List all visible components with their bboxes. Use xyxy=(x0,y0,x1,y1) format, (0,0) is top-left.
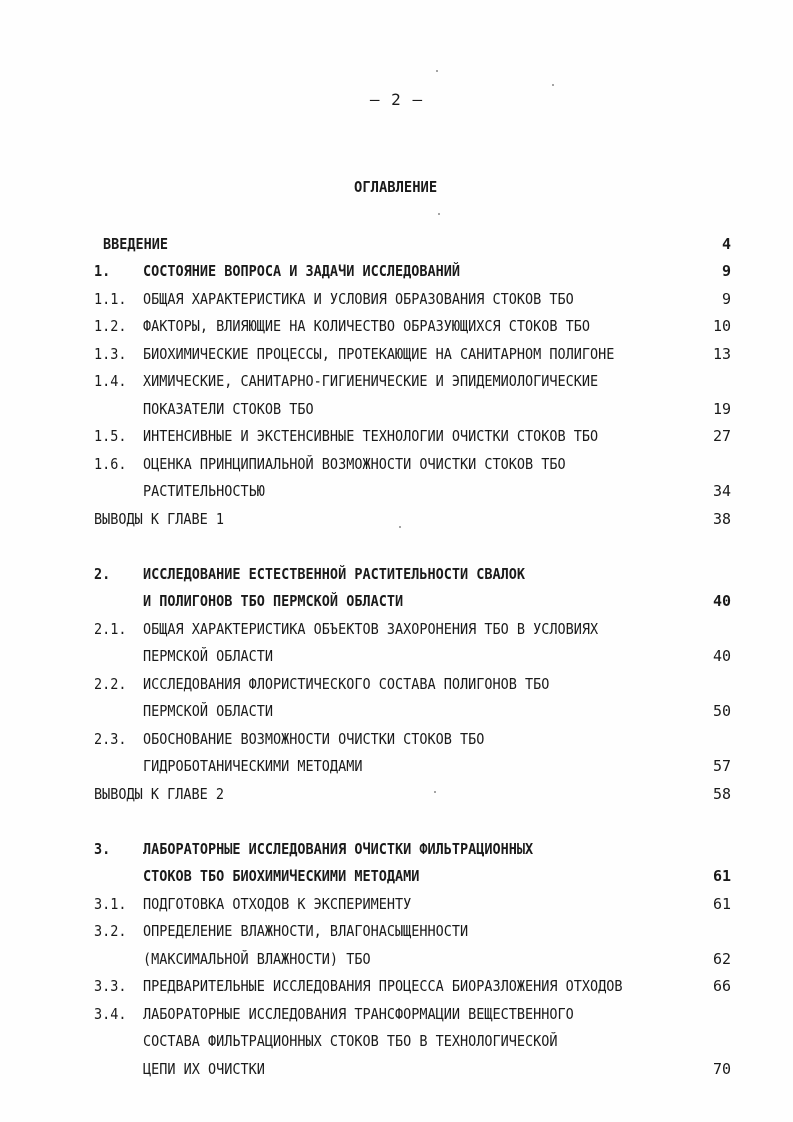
section-number: 3.2. xyxy=(94,922,127,940)
conclusion-title: ВЫВОДЫ К ГЛАВЕ 2 xyxy=(94,785,225,803)
toc-entry-page: 40 xyxy=(712,592,731,610)
section-title: (МАКСИМАЛЬНОЙ ВЛАЖНОСТИ) ТБО xyxy=(143,950,371,968)
toc-entry-page: 10 xyxy=(712,317,731,335)
toc-entry-continuation xyxy=(0,1030,793,1052)
toc-entry-page: 61 xyxy=(712,895,731,913)
toc-entry-page: 19 xyxy=(712,400,731,418)
toc-entry xyxy=(0,975,793,997)
toc-entry-page: 13 xyxy=(712,345,731,363)
chapter-title: ИССЛЕДОВАНИЕ ЕСТЕСТВЕННОЙ РАСТИТЕЛЬНОСТИ СВАЛОК xyxy=(143,565,526,583)
toc-entry xyxy=(0,425,793,447)
toc-entry-page: 4 xyxy=(721,235,731,253)
chapter-number: 2. xyxy=(94,565,111,583)
toc-entry-continuation xyxy=(0,645,793,667)
page-number: – 2 – xyxy=(369,90,424,109)
toc-entry-text: ВВЕДЕНИЕ xyxy=(103,235,169,253)
toc-entry-page: 62 xyxy=(712,950,731,968)
section-title: ХИМИЧЕСКИЕ, САНИТАРНО-ГИГИЕНИЧЕСКИЕ И ЭПИДЕМИОЛОГИЧЕСКИЕ xyxy=(143,372,599,390)
section-number: 2.3. xyxy=(94,730,127,748)
toc-entry-conclusion xyxy=(0,783,793,805)
section-number: 3.1. xyxy=(94,895,127,913)
toc-entry-continuation xyxy=(0,948,793,970)
section-title: ПОКАЗАТЕЛИ СТОКОВ ТБО xyxy=(143,400,314,418)
chapter-title: И ПОЛИГОНОВ ТБО ПЕРМСКОЙ ОБЛАСТИ xyxy=(143,592,404,610)
section-title: ЛАБОРАТОРНЫЕ ИССЛЕДОВАНИЯ ТРАНСФОРМАЦИИ ВЕЩЕСТВЕННОГО xyxy=(143,1005,574,1023)
toc-entry-page: 34 xyxy=(712,482,731,500)
section-title: ОПРЕДЕЛЕНИЕ ВЛАЖНОСТИ, ВЛАГОНАСЫЩЕННОСТИ xyxy=(143,922,469,940)
toc-entry xyxy=(0,370,793,392)
toc-entry-intro xyxy=(0,233,793,255)
section-number: 1.6. xyxy=(94,455,127,473)
chapter-number: 1. xyxy=(94,262,111,280)
toc-chapter-heading xyxy=(0,563,793,585)
chapter-number: 3. xyxy=(94,840,111,858)
toc-entry xyxy=(0,288,793,310)
toc-entry xyxy=(0,893,793,915)
section-number: 2.1. xyxy=(94,620,127,638)
scan-speck xyxy=(436,70,438,72)
section-title: ИНТЕНСИВНЫЕ И ЭКСТЕНСИВНЫЕ ТЕХНОЛОГИИ ОЧИСТКИ СТОКОВ ТБО xyxy=(143,427,599,445)
toc-entry xyxy=(0,343,793,365)
toc-entry-page: 50 xyxy=(712,702,731,720)
toc-entry-continuation xyxy=(0,398,793,420)
toc-chapter-heading-continuation xyxy=(0,590,793,612)
toc-entry-page: 61 xyxy=(712,867,731,885)
toc-entry-continuation xyxy=(0,755,793,777)
section-title: РАСТИТЕЛЬНОСТЬЮ xyxy=(143,482,265,500)
section-title: ЦЕПИ ИХ ОЧИСТКИ xyxy=(143,1060,265,1078)
toc-entry-page: 57 xyxy=(712,757,731,775)
toc-entry-page: 70 xyxy=(712,1060,731,1078)
scan-speck xyxy=(552,84,554,86)
section-number: 1.3. xyxy=(94,345,127,363)
toc-entry-page: 38 xyxy=(712,510,731,528)
section-title: ИССЛЕДОВАНИЯ ФЛОРИСТИЧЕСКОГО СОСТАВА ПОЛИГОНОВ ТБО xyxy=(143,675,550,693)
section-title: ГИДРОБОТАНИЧЕСКИМИ МЕТОДАМИ xyxy=(143,757,363,775)
toc-entry-page: 9 xyxy=(721,262,731,280)
scan-speck xyxy=(438,213,440,215)
toc-entry xyxy=(0,618,793,640)
toc-entry xyxy=(0,920,793,942)
section-number: 1.1. xyxy=(94,290,127,308)
toc-entry-conclusion xyxy=(0,508,793,530)
toc-entry xyxy=(0,1003,793,1025)
toc-entry-continuation xyxy=(0,700,793,722)
toc-entry-continuation xyxy=(0,480,793,502)
toc-entry-page: 58 xyxy=(712,785,731,803)
toc-entry-page: 9 xyxy=(721,290,731,308)
toc-entry-page: 40 xyxy=(712,647,731,665)
section-number: 1.4. xyxy=(94,372,127,390)
toc-entry xyxy=(0,728,793,750)
chapter-title: ЛАБОРАТОРНЫЕ ИССЛЕДОВАНИЯ ОЧИСТКИ ФИЛЬТРАЦИОННЫХ xyxy=(143,840,534,858)
section-title: ОБЩАЯ ХАРАКТЕРИСТИКА ОБЪЕКТОВ ЗАХОРОНЕНИЯ ТБО В УСЛОВИЯХ xyxy=(143,620,599,638)
toc-chapter-heading xyxy=(0,260,793,282)
section-number: 2.2. xyxy=(94,675,127,693)
section-title: ПОДГОТОВКА ОТХОДОВ К ЭКСПЕРИМЕНТУ xyxy=(143,895,412,913)
section-title: СОСТАВА ФИЛЬТРАЦИОННЫХ СТОКОВ ТБО В ТЕХНОЛОГИЧЕСКОЙ xyxy=(143,1032,558,1050)
section-number: 3.3. xyxy=(94,977,127,995)
section-title: ПЕРМСКОЙ ОБЛАСТИ xyxy=(143,647,274,665)
toc-entry-page: 27 xyxy=(712,427,731,445)
chapter-title: СТОКОВ ТБО БИОХИМИЧЕСКИМИ МЕТОДАМИ xyxy=(143,867,420,885)
conclusion-title: ВЫВОДЫ К ГЛАВЕ 1 xyxy=(94,510,225,528)
section-title: ОЦЕНКА ПРИНЦИПИАЛЬНОЙ ВОЗМОЖНОСТИ ОЧИСТКИ СТОКОВ ТБО xyxy=(143,455,566,473)
toc-chapter-heading xyxy=(0,838,793,860)
toc-chapter-heading-continuation xyxy=(0,865,793,887)
section-number: 1.2. xyxy=(94,317,127,335)
toc-entry-page: 66 xyxy=(712,977,731,995)
toc-title: ОГЛАВЛЕНИЕ xyxy=(354,178,438,196)
section-number: 1.5. xyxy=(94,427,127,445)
section-title: ОБЩАЯ ХАРАКТЕРИСТИКА И УСЛОВИЯ ОБРАЗОВАНИЯ СТОКОВ ТБО xyxy=(143,290,574,308)
section-title: ПЕРМСКОЙ ОБЛАСТИ xyxy=(143,702,274,720)
toc-entry xyxy=(0,315,793,337)
toc-entry xyxy=(0,453,793,475)
toc-entry-continuation xyxy=(0,1058,793,1080)
section-title: ПРЕДВАРИТЕЛЬНЫЕ ИССЛЕДОВАНИЯ ПРОЦЕССА БИОРАЗЛОЖЕНИЯ ОТХОДОВ xyxy=(143,977,623,995)
section-number: 3.4. xyxy=(94,1005,127,1023)
section-title: ФАКТОРЫ, ВЛИЯЮЩИЕ НА КОЛИЧЕСТВО ОБРАЗУЮЩИХСЯ СТОКОВ ТБО xyxy=(143,317,591,335)
section-title: ОБОСНОВАНИЕ ВОЗМОЖНОСТИ ОЧИСТКИ СТОКОВ ТБО xyxy=(143,730,485,748)
toc-entry xyxy=(0,673,793,695)
chapter-title: СОСТОЯНИЕ ВОПРОСА И ЗАДАЧИ ИССЛЕДОВАНИЙ xyxy=(143,262,460,280)
section-title: БИОХИМИЧЕСКИЕ ПРОЦЕССЫ, ПРОТЕКАЮЩИЕ НА САНИТАРНОМ ПОЛИГОНЕ xyxy=(143,345,615,363)
